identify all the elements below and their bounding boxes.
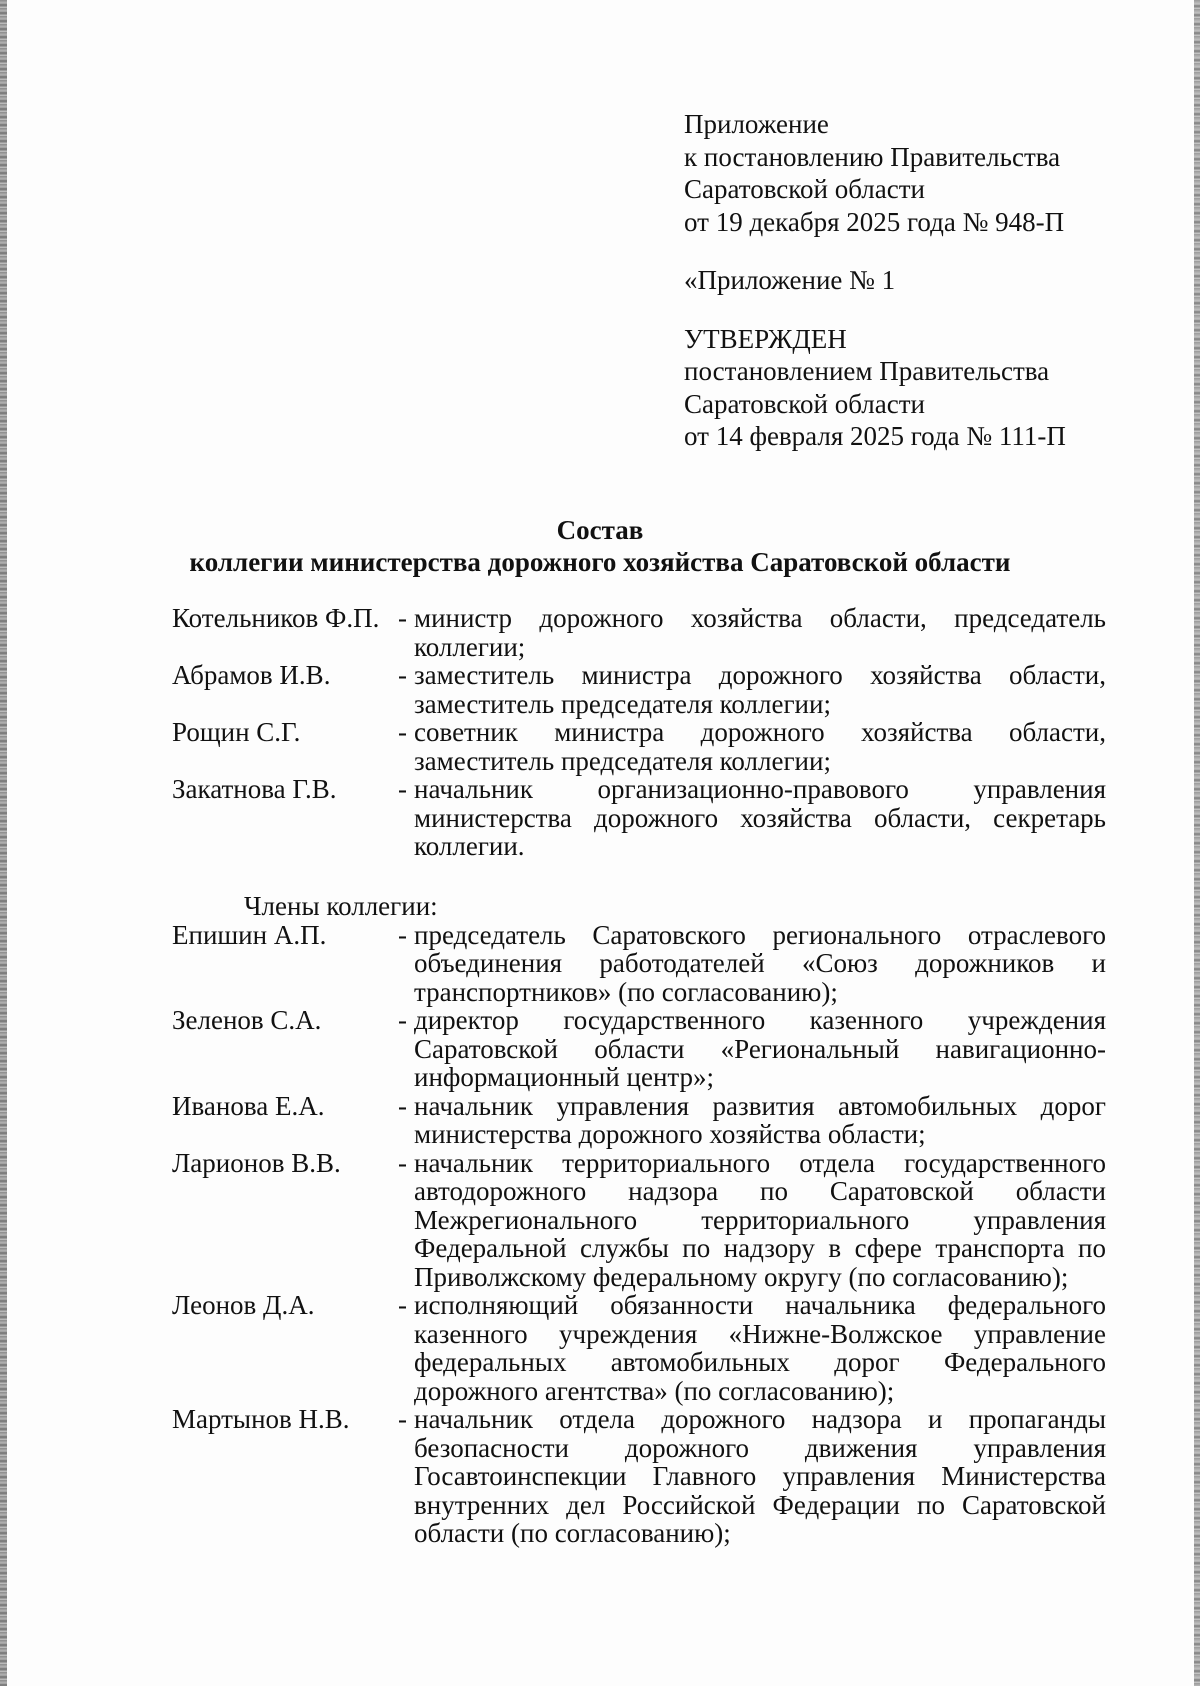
member-role: начальник отдела дорожного надзора и пропаганды безопасности дорожного движения управления Госавтоинспекции Главного управления Министерства внутренних дел Российской Федерации по Саратовской области (по согласованию); [414,1404,1106,1548]
member-name: Зеленов С.А. [172,1005,322,1035]
dash: - [398,1090,407,1121]
approved-line: Саратовской области [684,388,925,419]
appendix-header [684,108,1124,453]
dash: - [398,1404,407,1434]
scan-edge-left [0,0,7,1686]
member-role: заместитель министра дорожного хозяйства области, заместитель председателя коллегии; [414,660,1106,719]
document-title [80,514,1120,578]
member-role: исполняющий обязанности начальника федерального казенного учреждения «Нижне-Волжское управление федеральных автомобильных дорог Федерального дорожного агентства» (по согласованию); [414,1290,1106,1406]
member-role: советник министра дорожного хозяйства области, заместитель председателя коллегии; [414,717,1106,776]
member-name: Закатнова Г.В. [172,774,337,804]
roster-row [172,775,1106,861]
member-name: Иванова Е.А. [172,1090,325,1121]
member-name: Абрамов И.В. [172,660,331,690]
roster-row [172,1405,1106,1548]
member-role: начальник организационно-правового управления министерства дорожного хозяйства области, секретарь коллегии. [414,774,1106,861]
dash: - [398,1290,407,1320]
previous-appendix-label: «Приложение № 1 [684,265,896,295]
member-name: Рощин С.Г. [172,717,301,747]
member-name: Мартынов Н.В. [172,1404,350,1434]
member-role: начальник территориального отдела государственного автодорожного надзора по Саратовской области Межрегионального территориального управления Федеральной службы по надзору в сфере транспорта по Приволжскому федеральному округу (по согласованию); [414,1147,1106,1292]
member-role: министр дорожного хозяйства области, председатель коллегии; [414,603,1106,662]
member-name: Котельников Ф.П. [172,603,380,633]
title-line-2: коллегии министерства дорожного хозяйства Саратовской области [189,547,1011,577]
members-label: Члены коллегии: [244,890,438,921]
roster-row [172,718,1106,775]
title-line-1: Состав [556,515,644,545]
scan-edge-right [1194,0,1200,1686]
member-name: Епишин А.П. [172,919,327,950]
approved-line: от 14 февраля 2025 года № 111-П [684,421,1066,451]
dash: - [398,717,407,747]
collegium-roster [172,604,1106,1548]
member-role: начальник управления развития автомобильных дорог министерства дорожного хозяйства области; [414,1090,1106,1149]
member-role: директор государственного казенного учреждения Саратовской области «Региональный навигационно-информационный центр»; [414,1005,1106,1092]
appendix-line: от 19 декабря 2025 года № 948-П [684,206,1065,237]
roster-row [172,1149,1106,1292]
member-name: Леонов Д.А. [172,1290,315,1320]
approved-line: постановлением Правительства [684,356,1050,386]
roster-row [172,1092,1106,1149]
roster-row [172,661,1106,718]
member-name: Ларионов В.В. [172,1147,341,1178]
member-role: председатель Саратовского регионального отраслевого объединения работодателей «Союз дорожников и транспортников» (по согласованию); [414,919,1106,1007]
dash: - [398,1005,407,1035]
dash: - [398,1147,407,1178]
roster-row [172,604,1106,661]
roster-row [172,1291,1106,1405]
approved-line: УТВЕРЖДЕН [684,323,847,354]
appendix-line: Саратовской области [684,174,925,204]
dash: - [398,603,407,633]
roster-row [172,1006,1106,1092]
appendix-line: к постановлению Правительства [684,141,1061,172]
dash: - [398,919,407,950]
dash: - [398,660,407,690]
dash: - [398,774,407,804]
roster-row [172,921,1106,1007]
appendix-line: Приложение [684,109,829,139]
